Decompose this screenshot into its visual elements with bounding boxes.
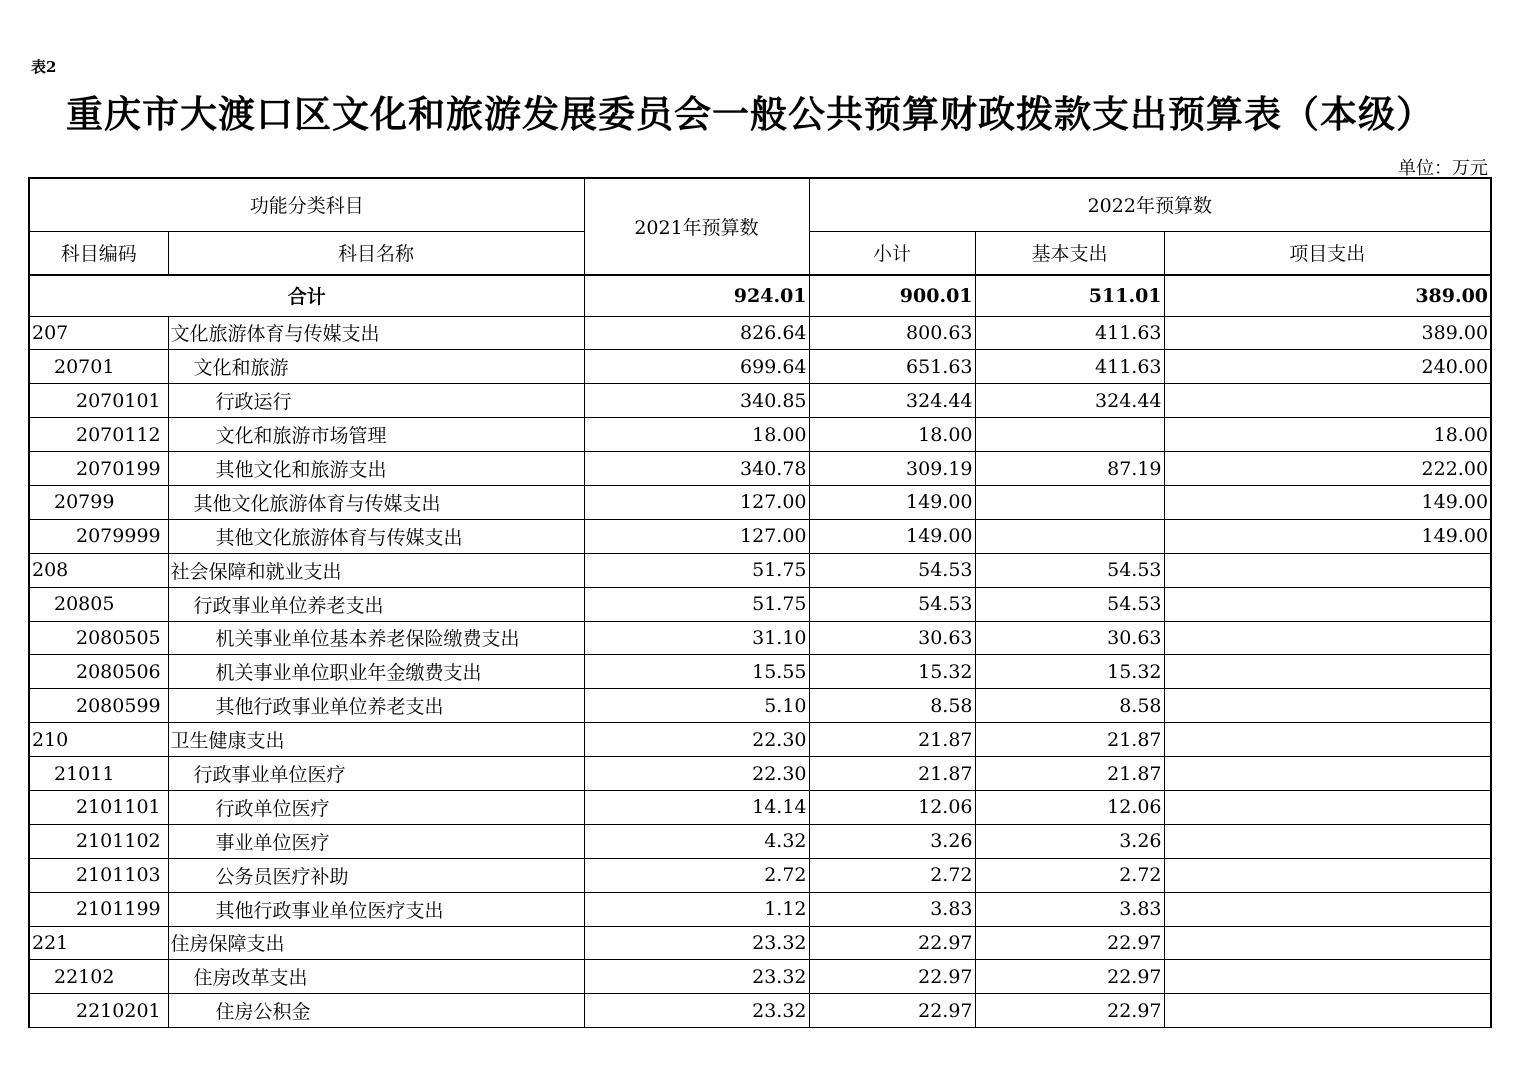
- table-row: [29, 960, 1491, 994]
- cell-budget-2021: 23.32: [584, 994, 809, 1028]
- cell-project: [1164, 858, 1491, 892]
- cell-subtotal: 324.44: [809, 384, 975, 418]
- cell-budget-2021: 18.00: [584, 418, 809, 452]
- cell-project: [1164, 689, 1491, 723]
- table-body: [29, 275, 1491, 1028]
- cell-budget-2021: 5.10: [584, 689, 809, 723]
- cell-budget-2021: 127.00: [584, 519, 809, 553]
- cell-budget-2021: 51.75: [584, 587, 809, 621]
- cell-project: 240.00: [1164, 350, 1491, 384]
- table-row: [29, 621, 1491, 655]
- page-title: 重庆市大渡口区文化和旅游发展委员会一般公共预算财政拨款支出预算表（本级）: [66, 92, 1434, 136]
- header-basic: 基本支出: [975, 231, 1164, 275]
- cell-name: 机关事业单位职业年金缴费支出: [168, 655, 584, 689]
- cell-project: [1164, 757, 1491, 791]
- cell-budget-2021: 22.30: [584, 723, 809, 757]
- cell-basic: 54.53: [975, 553, 1164, 587]
- header-project: 项目支出: [1164, 231, 1491, 275]
- cell-project: [1164, 655, 1491, 689]
- total-label: 合计: [29, 275, 584, 316]
- cell-basic: 22.97: [975, 994, 1164, 1028]
- cell-budget-2021: 31.10: [584, 621, 809, 655]
- cell-name: 其他文化旅游体育与传媒支出: [168, 485, 584, 519]
- budget-table: [28, 177, 1492, 1028]
- cell-code: 2079999: [29, 519, 168, 553]
- total-2021: 924.01: [584, 275, 809, 316]
- cell-code: 2080599: [29, 689, 168, 723]
- cell-code: 2101101: [29, 790, 168, 824]
- cell-project: 389.00: [1164, 316, 1491, 350]
- cell-project: [1164, 621, 1491, 655]
- cell-project: [1164, 960, 1491, 994]
- table-row: [29, 994, 1491, 1028]
- cell-name: 其他行政事业单位医疗支出: [168, 892, 584, 926]
- cell-budget-2021: 826.64: [584, 316, 809, 350]
- table-row: [29, 384, 1491, 418]
- cell-subtotal: 2.72: [809, 858, 975, 892]
- cell-subtotal: 309.19: [809, 452, 975, 486]
- cell-basic: 15.32: [975, 655, 1164, 689]
- cell-project: 222.00: [1164, 452, 1491, 486]
- table-row: [29, 689, 1491, 723]
- cell-basic: 54.53: [975, 587, 1164, 621]
- cell-code: 2210201: [29, 994, 168, 1028]
- cell-basic: 22.97: [975, 926, 1164, 960]
- cell-subtotal: 3.26: [809, 824, 975, 858]
- table-row: [29, 824, 1491, 858]
- table-row: [29, 858, 1491, 892]
- table-row: [29, 757, 1491, 791]
- cell-code: 2080505: [29, 621, 168, 655]
- cell-basic: 3.83: [975, 892, 1164, 926]
- cell-subtotal: 54.53: [809, 553, 975, 587]
- cell-basic: 411.63: [975, 316, 1164, 350]
- cell-subtotal: 12.06: [809, 790, 975, 824]
- table-row: [29, 452, 1491, 486]
- cell-name: 其他文化旅游体育与传媒支出: [168, 519, 584, 553]
- table-row: [29, 655, 1491, 689]
- cell-project: 149.00: [1164, 485, 1491, 519]
- cell-basic: 8.58: [975, 689, 1164, 723]
- cell-name: 公务员医疗补助: [168, 858, 584, 892]
- cell-subtotal: 3.83: [809, 892, 975, 926]
- cell-budget-2021: 4.32: [584, 824, 809, 858]
- cell-code: 208: [29, 553, 168, 587]
- cell-budget-2021: 23.32: [584, 926, 809, 960]
- cell-name: 行政事业单位医疗: [168, 757, 584, 791]
- table-row: [29, 892, 1491, 926]
- cell-name: 机关事业单位基本养老保险缴费支出: [168, 621, 584, 655]
- cell-basic: 2.72: [975, 858, 1164, 892]
- cell-project: [1164, 824, 1491, 858]
- cell-project: [1164, 926, 1491, 960]
- cell-project: [1164, 790, 1491, 824]
- cell-basic: [975, 485, 1164, 519]
- cell-code: 221: [29, 926, 168, 960]
- header-code: 科目编码: [29, 231, 168, 275]
- table-row: [29, 926, 1491, 960]
- cell-basic: [975, 418, 1164, 452]
- total-project: 389.00: [1164, 275, 1491, 316]
- table-row: [29, 519, 1491, 553]
- cell-subtotal: 800.63: [809, 316, 975, 350]
- cell-name: 行政运行: [168, 384, 584, 418]
- table-row: [29, 723, 1491, 757]
- cell-project: 149.00: [1164, 519, 1491, 553]
- table-row: [29, 350, 1491, 384]
- cell-project: [1164, 892, 1491, 926]
- cell-project: [1164, 553, 1491, 587]
- cell-name: 其他文化和旅游支出: [168, 452, 584, 486]
- cell-project: [1164, 384, 1491, 418]
- cell-code: 2101102: [29, 824, 168, 858]
- cell-subtotal: 8.58: [809, 689, 975, 723]
- table-header: [29, 178, 1491, 275]
- header-name: 科目名称: [168, 231, 584, 275]
- cell-project: 18.00: [1164, 418, 1491, 452]
- cell-basic: 3.26: [975, 824, 1164, 858]
- total-row: [29, 275, 1491, 316]
- cell-name: 行政事业单位养老支出: [168, 587, 584, 621]
- cell-budget-2021: 15.55: [584, 655, 809, 689]
- header-func-class: 功能分类科目: [29, 178, 584, 231]
- cell-subtotal: 22.97: [809, 960, 975, 994]
- total-basic: 511.01: [975, 275, 1164, 316]
- cell-budget-2021: 23.32: [584, 960, 809, 994]
- cell-subtotal: 21.87: [809, 757, 975, 791]
- cell-code: 20799: [29, 485, 168, 519]
- cell-basic: 411.63: [975, 350, 1164, 384]
- cell-project: [1164, 587, 1491, 621]
- cell-code: 2080506: [29, 655, 168, 689]
- total-subtotal: 900.01: [809, 275, 975, 316]
- cell-budget-2021: 1.12: [584, 892, 809, 926]
- cell-budget-2021: 340.85: [584, 384, 809, 418]
- header-budget-2022: 2022年预算数: [809, 178, 1491, 231]
- cell-subtotal: 54.53: [809, 587, 975, 621]
- cell-budget-2021: 127.00: [584, 485, 809, 519]
- cell-budget-2021: 2.72: [584, 858, 809, 892]
- cell-budget-2021: 699.64: [584, 350, 809, 384]
- table-row: [29, 790, 1491, 824]
- cell-subtotal: 149.00: [809, 519, 975, 553]
- cell-budget-2021: 14.14: [584, 790, 809, 824]
- cell-name: 事业单位医疗: [168, 824, 584, 858]
- table-row: [29, 316, 1491, 350]
- cell-code: 2101103: [29, 858, 168, 892]
- cell-project: [1164, 994, 1491, 1028]
- cell-code: 2070199: [29, 452, 168, 486]
- cell-name: 行政单位医疗: [168, 790, 584, 824]
- cell-code: 2070112: [29, 418, 168, 452]
- header-subtotal: 小计: [809, 231, 975, 275]
- cell-basic: 21.87: [975, 723, 1164, 757]
- cell-budget-2021: 22.30: [584, 757, 809, 791]
- table-row: [29, 485, 1491, 519]
- cell-name: 文化旅游体育与传媒支出: [168, 316, 584, 350]
- cell-subtotal: 30.63: [809, 621, 975, 655]
- cell-name: 住房改革支出: [168, 960, 584, 994]
- cell-name: 住房保障支出: [168, 926, 584, 960]
- cell-name: 住房公积金: [168, 994, 584, 1028]
- cell-subtotal: 651.63: [809, 350, 975, 384]
- cell-basic: 87.19: [975, 452, 1164, 486]
- cell-budget-2021: 51.75: [584, 553, 809, 587]
- cell-code: 207: [29, 316, 168, 350]
- cell-subtotal: 149.00: [809, 485, 975, 519]
- cell-code: 22102: [29, 960, 168, 994]
- cell-code: 20701: [29, 350, 168, 384]
- cell-budget-2021: 340.78: [584, 452, 809, 486]
- cell-subtotal: 18.00: [809, 418, 975, 452]
- cell-name: 社会保障和就业支出: [168, 553, 584, 587]
- table-row: [29, 418, 1491, 452]
- cell-basic: 21.87: [975, 757, 1164, 791]
- header-budget-2021: 2021年预算数: [584, 178, 809, 275]
- cell-subtotal: 22.97: [809, 994, 975, 1028]
- cell-basic: 12.06: [975, 790, 1164, 824]
- table-row: [29, 553, 1491, 587]
- cell-basic: 30.63: [975, 621, 1164, 655]
- cell-subtotal: 15.32: [809, 655, 975, 689]
- cell-name: 文化和旅游: [168, 350, 584, 384]
- cell-subtotal: 22.97: [809, 926, 975, 960]
- cell-basic: [975, 519, 1164, 553]
- unit-label: 单位：万元: [1398, 158, 1488, 179]
- table-number: 表2: [31, 58, 57, 76]
- cell-code: 2101199: [29, 892, 168, 926]
- cell-project: [1164, 723, 1491, 757]
- table-row: [29, 587, 1491, 621]
- cell-code: 20805: [29, 587, 168, 621]
- cell-code: 210: [29, 723, 168, 757]
- cell-basic: 324.44: [975, 384, 1164, 418]
- cell-name: 卫生健康支出: [168, 723, 584, 757]
- cell-name: 文化和旅游市场管理: [168, 418, 584, 452]
- cell-code: 2070101: [29, 384, 168, 418]
- cell-subtotal: 21.87: [809, 723, 975, 757]
- cell-basic: 22.97: [975, 960, 1164, 994]
- cell-name: 其他行政事业单位养老支出: [168, 689, 584, 723]
- cell-code: 21011: [29, 757, 168, 791]
